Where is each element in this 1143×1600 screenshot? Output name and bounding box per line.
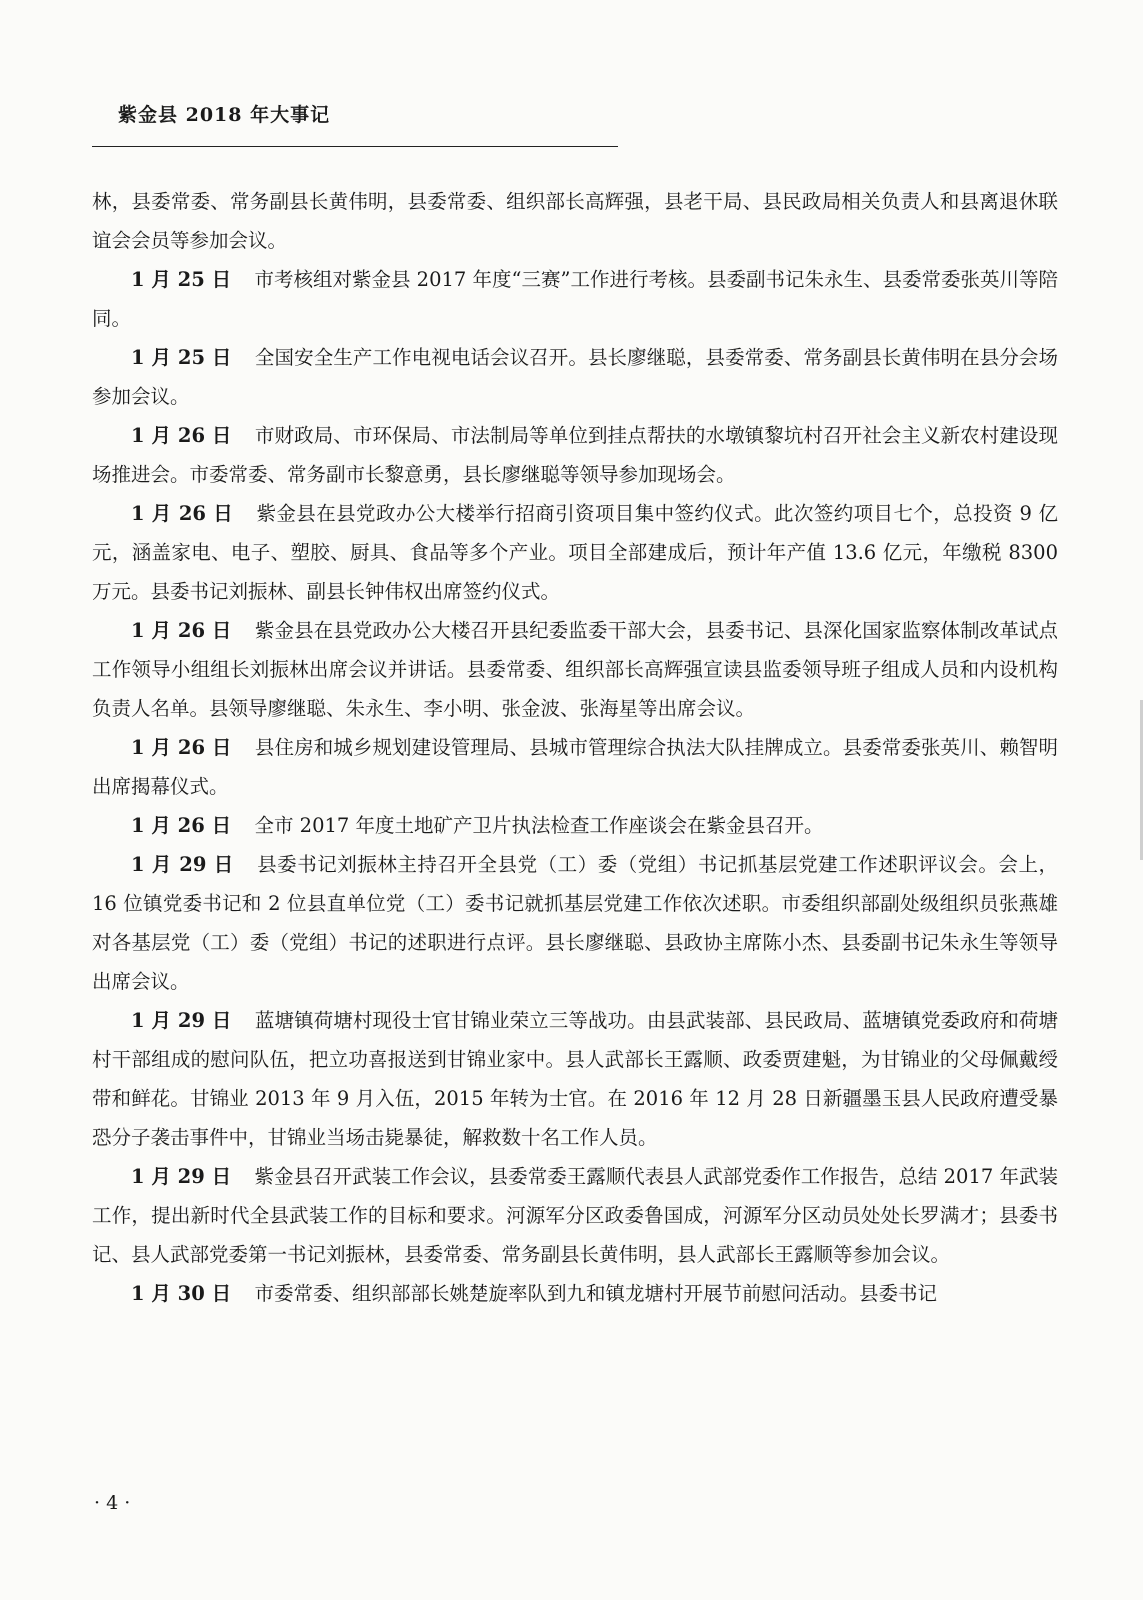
entry-text: 县委书记刘振林主持召开全县党（工）委（党组）书记抓基层党建工作述职评议会。会上，16 位镇党委书记和 2 位县直单位党（工）委书记就抓基层党建工作依次述职。市委组织部副处级组织员张燕雄对各基层党（工）委（党组）书记的述职进行点评。县长廖继聪、县政协主席陈小杰、县委副书记朱永生等领导出席会议。 [92,853,1058,993]
entry [92,494,1058,611]
entry [92,845,1058,1001]
entry [92,260,1058,338]
entry-text: 全市 2017 年度土地矿产卫片执法检查工作座谈会在紫金县召开。 [254,814,824,837]
entry-date: 1 月 25 日 [131,268,232,291]
entry [92,806,1058,845]
entry-date: 1 月 25 日 [131,346,232,369]
continuation-paragraph: 林，县委常委、常务副县长黄伟明，县委常委、组织部长高辉强，县老干局、县民政局相关负责人和县离退休联谊会会员等参加会议。 [92,190,1058,252]
entry-date: 1 月 26 日 [131,502,234,525]
entry [92,1001,1058,1157]
entry-text: 紫金县在县党政办公大楼举行招商引资项目集中签约仪式。此次签约项目七个，总投资 9 亿元，涵盖家电、电子、塑胶、厨具、食品等多个产业。项目全部建成后，预计年产值 13.6 亿元，年缴税 8300 万元。县委书记刘振林、副县长钟伟权出席签约仪式。 [92,502,1058,603]
entry-text: 全国安全生产工作电视电话会议召开。县长廖继聪，县委常委、常务副县长黄伟明在县分会场参加会议。 [92,346,1058,408]
entry-text: 县住房和城乡规划建设管理局、县城市管理综合执法大队挂牌成立。县委常委张英川、赖智明出席揭幕仪式。 [92,736,1058,798]
entry-text: 紫金县在县党政办公大楼召开县纪委监委干部大会，县委书记、县深化国家监察体制改革试点工作领导小组组长刘振林出席会议并讲话。县委常委、组织部长高辉强宣读县监委领导班子组成人员和内设机构负责人名单。县领导廖继聪、朱永生、李小明、张金波、张海星等出席会议。 [92,619,1058,720]
entry-date: 1 月 26 日 [131,424,232,447]
entry [92,338,1058,416]
entry [92,611,1058,728]
entry-date: 1 月 30 日 [131,1282,232,1305]
entry [92,728,1058,806]
entry [92,416,1058,494]
entry-text: 蓝塘镇荷塘村现役士官甘锦业荣立三等战功。由县武装部、县民政局、蓝塘镇党委政府和荷塘村干部组成的慰问队伍，把立功喜报送到甘锦业家中。县人武部长王露顺、政委贾建魁，为甘锦业的父母佩戴绶带和鲜花。甘锦业 2013 年 9 月入伍，2015 年转为士官。在 2016 年 12 月 28 日新疆墨玉县人民政府遭受暴恐分子袭击事件中，甘锦业当场击毙暴徒，解救数十名工作人员。 [92,1009,1058,1149]
page-body [92,182,1058,1313]
entry-text: 市委常委、组织部部长姚楚旋率队到九和镇龙塘村开展节前慰问活动。县委书记 [254,1282,937,1305]
entry [92,1157,1058,1274]
header-rule [92,146,618,147]
entry [92,1274,1058,1313]
entry-text: 紫金县召开武装工作会议，县委常委王露顺代表县人武部党委作工作报告，总结 2017 年武装工作，提出新时代全县武装工作的目标和要求。河源军分区政委鲁国成，河源军分区动员处处长罗满才；县委书记、县人武部党委第一书记刘振林，县委常委、常务副县长黄伟明，县人武部长王露顺等参加会议。 [92,1165,1058,1266]
entry-text: 市财政局、市环保局、市法制局等单位到挂点帮扶的水墩镇黎坑村召开社会主义新农村建设现场推进会。市委常委、常务副市长黎意勇，县长廖继聪等领导参加现场会。 [92,424,1058,486]
entry-date: 1 月 29 日 [131,1009,232,1032]
entry-date: 1 月 26 日 [131,736,232,759]
entry-text: 市考核组对紫金县 2017 年度“三赛”工作进行考核。县委副书记朱永生、县委常委张英川等陪同。 [92,268,1058,330]
entry-date: 1 月 29 日 [131,1165,232,1188]
running-header: 紫金县 2018 年大事记 [118,104,331,126]
entry-date: 1 月 26 日 [131,619,232,642]
entry-date: 1 月 26 日 [131,814,232,837]
page-number: · 4 · [94,1492,131,1514]
entry-date: 1 月 29 日 [131,853,234,876]
